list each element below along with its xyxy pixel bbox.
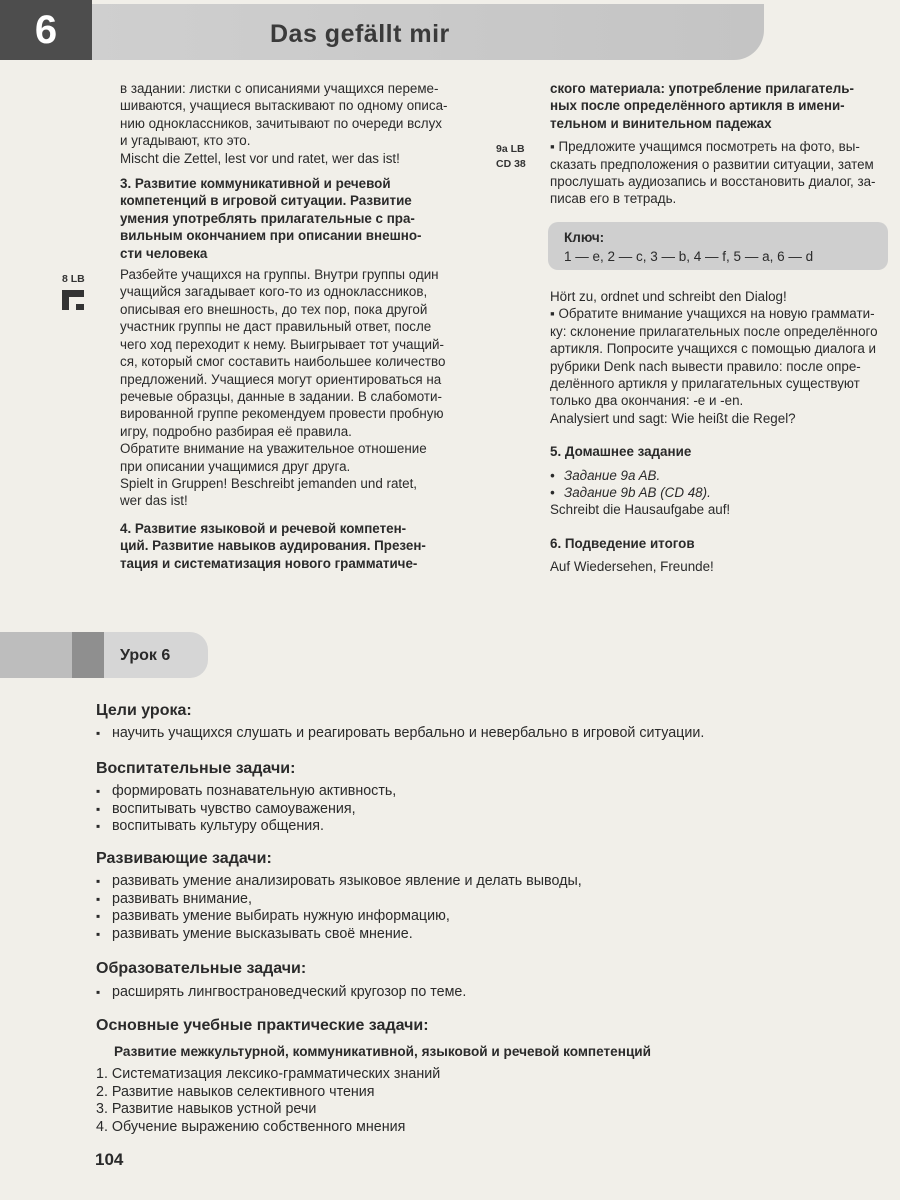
- key-value: 1 — e, 2 — c, 3 — b, 4 — f, 5 — a, 6 — d: [564, 249, 814, 264]
- lesson-banner-title: Урок 6: [120, 647, 171, 664]
- answer-key-box: [548, 222, 888, 270]
- task-line: писав его в тетрадь.: [550, 191, 677, 207]
- section3-body: Разбейте учащихся на группы. Внутри группы один: [120, 267, 439, 283]
- section4-heading: 4. Развитие языковой и речевой компетен-: [120, 520, 407, 536]
- educational-heading: Воспитательные задачи:: [96, 760, 296, 777]
- section3-body: предложений. Учащиеся могут ориентироваться на: [120, 371, 442, 387]
- section3-heading: умения употреблять прилагательные с пра-: [120, 210, 415, 226]
- task-line: сказать предположения о развитии ситуации, затем: [550, 156, 874, 172]
- tag-8lb: 8 LB: [62, 273, 85, 285]
- section3-body: участник группы не даст правильный ответ, после: [120, 319, 432, 335]
- homework-de: Schreibt die Hausaufgabe auf!: [550, 502, 731, 518]
- grammar-de: Analysiert und sagt: Wie heißt die Regel?: [550, 410, 796, 426]
- section3-body: Обратите внимание на уважительное отношение: [120, 441, 427, 457]
- section3-heading: вильным окончанием при описании внешно-: [120, 228, 422, 244]
- tag-cd38: CD 38: [496, 158, 526, 170]
- grammar-line: ку: склонение прилагательных после определённого: [550, 323, 878, 339]
- section3-body: описывая его внешность, до тех пор, пока другой: [120, 301, 428, 317]
- learning-item: ▪ расширять лингвострановедческий кругозор по теме.: [96, 984, 466, 1002]
- chapter-title: Das gefällt mir: [270, 20, 450, 48]
- section4-heading: ций. Развитие навыков аудирования. Презен-: [120, 538, 426, 554]
- right-column-lower: [550, 288, 895, 576]
- grammar-line: делённого артикля у прилагательных существуют: [550, 376, 860, 392]
- stairs-icon-part: [76, 304, 84, 310]
- intro-line: шиваются, учащиеся вытаскивают по одному описа-: [120, 98, 448, 114]
- practical-subheading: Развитие межкультурной, коммуникативной, языковой и речевой компетенций: [114, 1044, 652, 1059]
- practical-item: 2. Развитие навыков селективного чтения: [96, 1083, 375, 1100]
- section3-de: Spielt in Gruppen! Beschreibt jemanden und ratet,: [120, 475, 418, 491]
- homework-item: • Задание 9a AB.: [550, 467, 661, 483]
- practical-heading: Основные учебные практические задачи:: [96, 1017, 429, 1034]
- developing-item: ▪ развивать внимание,: [96, 891, 582, 909]
- right-column: [550, 80, 890, 208]
- section3-de: wer das ist!: [120, 493, 188, 509]
- intro-de: Mischt die Zettel, lest vor und ratet, wer das ist!: [120, 150, 400, 166]
- grammar-line: только два окончания: -e и -en.: [550, 393, 744, 409]
- section4-heading-cont: ных после определённого артикля в имени-: [550, 98, 845, 114]
- educational-item: ▪ воспитывать чувство самоуважения,: [96, 801, 396, 819]
- learning-list: [96, 984, 466, 1002]
- section4-heading: тация и систематизация нового грамматиче-: [120, 555, 418, 571]
- intro-line: и угадывают, кто это.: [120, 133, 251, 149]
- section3-heading: компетенций в игровой ситуации. Развитие: [120, 193, 412, 209]
- practical-item: 1. Систематизация лексико-грамматических знаний: [96, 1066, 441, 1082]
- practical-item: 3. Развитие навыков устной речи: [96, 1101, 317, 1117]
- educational-item: ▪ воспитывать культуру общения.: [96, 818, 396, 836]
- developing-item: ▪ развивать умение анализировать языковое явление и делать выводы,: [96, 873, 582, 891]
- section3-body: вированной группе рекомендуем провести пробную: [120, 406, 444, 422]
- section4-heading-cont: ского материала: употребление прилагатель-: [550, 81, 854, 96]
- developing-item: ▪ развивать умение высказывать своё мнение.: [96, 926, 582, 944]
- developing-heading: Развивающие задачи:: [96, 850, 272, 867]
- left-column: [120, 80, 460, 572]
- section3-body: при описании учащимися друг друга.: [120, 458, 351, 474]
- section3-body: игру, подробно разбирая её правила.: [120, 423, 352, 439]
- homework-item: • Задание 9b AB (CD 48).: [550, 485, 711, 501]
- page-number: 104: [95, 1150, 124, 1169]
- grammar-line: артикля. Попросите учащихся с помощью диалога и: [550, 341, 877, 357]
- educational-list: [96, 783, 396, 836]
- educational-item: ▪ формировать познавательную активность,: [96, 783, 396, 801]
- goals-list: [96, 725, 704, 743]
- section3-heading: сти человека: [120, 245, 208, 261]
- task-line: прослушать аудиозапись и восстановить диалог, за-: [550, 174, 876, 190]
- learning-heading: Образовательные задачи:: [96, 960, 307, 977]
- section3-body: речевые образцы, данные в задании. В слабомоти-: [120, 388, 442, 404]
- task-line: ▪ Предложите учащимся посмотреть на фото, вы-: [550, 139, 860, 155]
- developing-list: [96, 873, 582, 943]
- intro-line: в задании: листки с описаниями учащихся переме-: [120, 81, 439, 96]
- goal-item: ▪ научить учащихся слушать и реагировать вербально и невербально в игровой ситуации.: [96, 725, 704, 743]
- banner-block: [72, 632, 104, 678]
- section3-body: ся, который смог составить наибольшее количество: [120, 354, 446, 370]
- dialog-de: Hört zu, ordnet und schreibt den Dialog!: [550, 289, 787, 304]
- homework-heading: 5. Домашнее задание: [550, 444, 692, 460]
- section3-body: учащийся загадывает кого-то из одноклассников,: [120, 284, 428, 300]
- key-title: Ключ:: [564, 230, 605, 245]
- summary-de: Auf Wiedersehen, Freunde!: [550, 559, 714, 575]
- tag-9a-lb: 9a LB: [496, 143, 525, 155]
- summary-heading: 6. Подведение итогов: [550, 535, 695, 551]
- developing-item: ▪ развивать умение выбирать нужную информацию,: [96, 908, 582, 926]
- goals-heading: Цели урока:: [96, 702, 192, 719]
- grammar-line: ▪ Обратите внимание учащихся на новую граммати-: [550, 306, 875, 322]
- intro-line: нию одноклассников, зачитывают по очереди вслух: [120, 115, 442, 131]
- grammar-line: рубрики Denk nach вывести правило: после опре-: [550, 358, 861, 374]
- banner-block: [0, 632, 72, 678]
- section3-heading: 3. Развитие коммуникативной и речевой: [120, 176, 391, 192]
- practical-item: 4. Обучение выражению собственного мнения: [96, 1118, 406, 1135]
- section3-body: чего ход переходит к нему. Выигрывает тот учащий-: [120, 336, 444, 352]
- practical-list: [96, 1066, 440, 1136]
- chapter-number: 6: [0, 0, 92, 60]
- section4-heading-cont: тельном и винительном падежах: [550, 115, 772, 131]
